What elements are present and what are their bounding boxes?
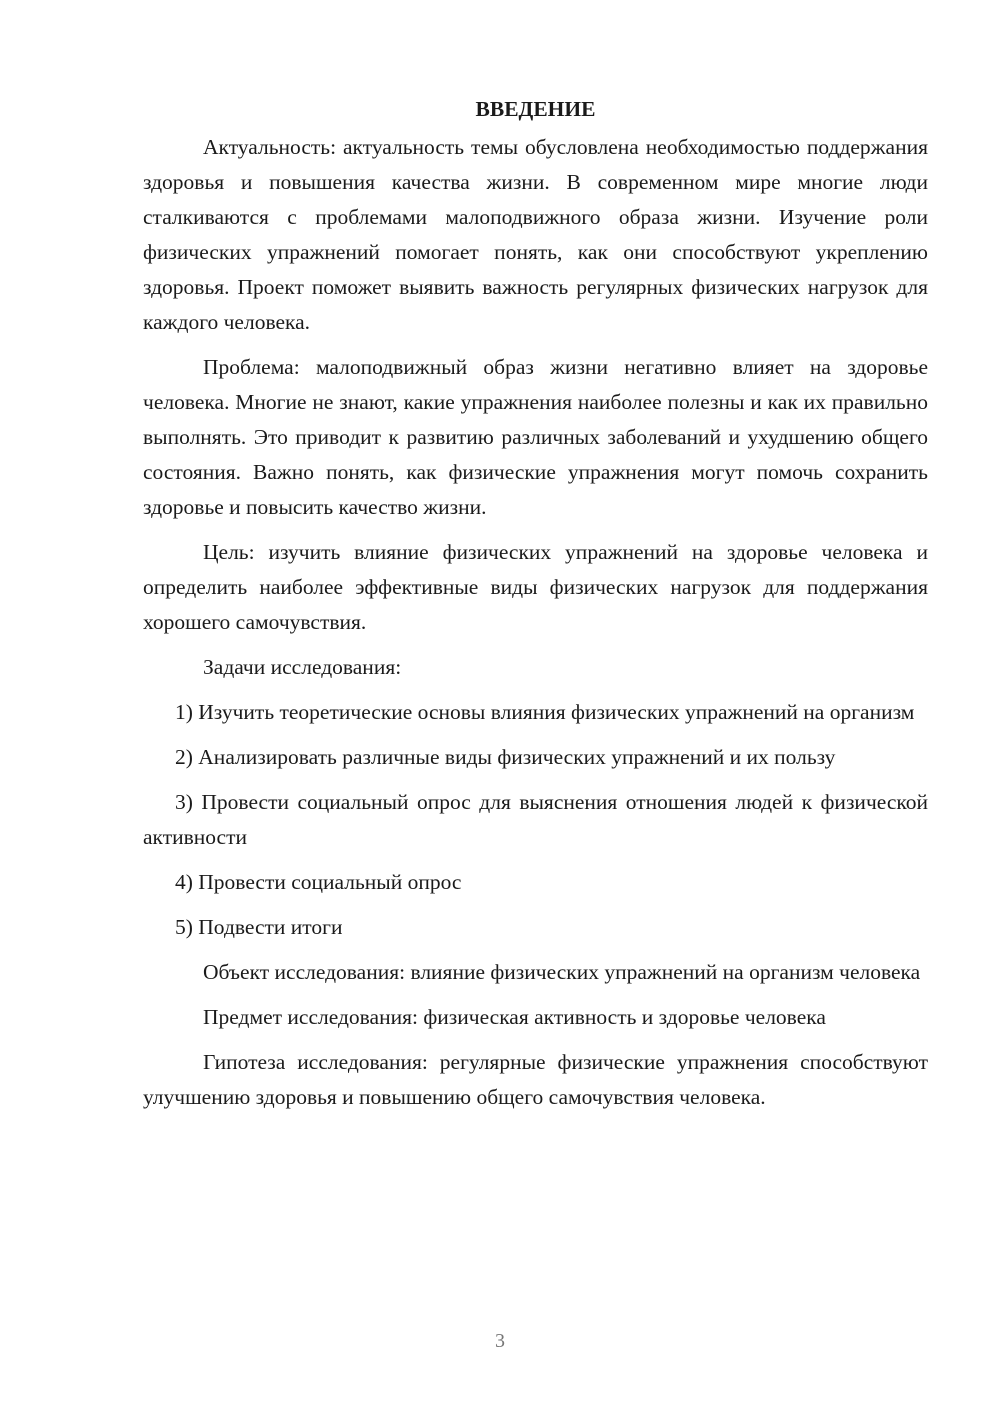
section-heading: ВВЕДЕНИЕ (475, 97, 596, 121)
task-item-3: 3) Провести социальный опрос для выяснения отношения людей к физической активности (143, 790, 928, 849)
task-item-5: 5) Подвести итоги (175, 915, 343, 939)
task-item-1: 1) Изучить теоретические основы влияния физических упражнений на организм (175, 700, 915, 724)
task-item-2: 2) Анализировать различные виды физических упражнений и их пользу (175, 745, 836, 769)
paragraph-goal: Цель: изучить влияние физических упражнений на здоровье человека и определить наиболее эффективные виды физических нагрузок для поддержания хорошего самочувствия. (143, 540, 928, 634)
paragraph-subject: Предмет исследования: физическая активность и здоровье человека (203, 1005, 826, 1029)
paragraph-hypothesis: Гипотеза исследования: регулярные физические упражнения способствуют улучшению здоровья и повышению общего самочувствия человека. (143, 1050, 928, 1109)
paragraph-object: Объект исследования: влияние физических упражнений на организм человека (203, 960, 921, 984)
paragraph-relevance: Актуальность: актуальность темы обусловлена необходимостью поддержания здоровья и повышения качества жизни. В современном мире многие люди сталкиваются с проблемами малоподвижного образа жизни. Изучение роли физических упражнений помогает понять, как они способствуют укреплению здоровья. Проект поможет выявить важность регулярных физических нагрузок для каждого человека. (143, 135, 928, 334)
paragraph-problem: Проблема: малоподвижный образ жизни негативно влияет на здоровье человека. Многие не знают, какие упражнения наиболее полезны и как их правильно выполнять. Это приводит к развитию различных заболеваний и ухудшению общего состояния. Важно понять, как физические упражнения могут помочь сохранить здоровье и повысить качество жизни. (143, 355, 928, 519)
page-number: 3 (495, 1330, 505, 1352)
tasks-label: Задачи исследования: (203, 655, 402, 679)
task-item-4: 4) Провести социальный опрос (175, 870, 462, 894)
document-page (143, 92, 928, 1125)
